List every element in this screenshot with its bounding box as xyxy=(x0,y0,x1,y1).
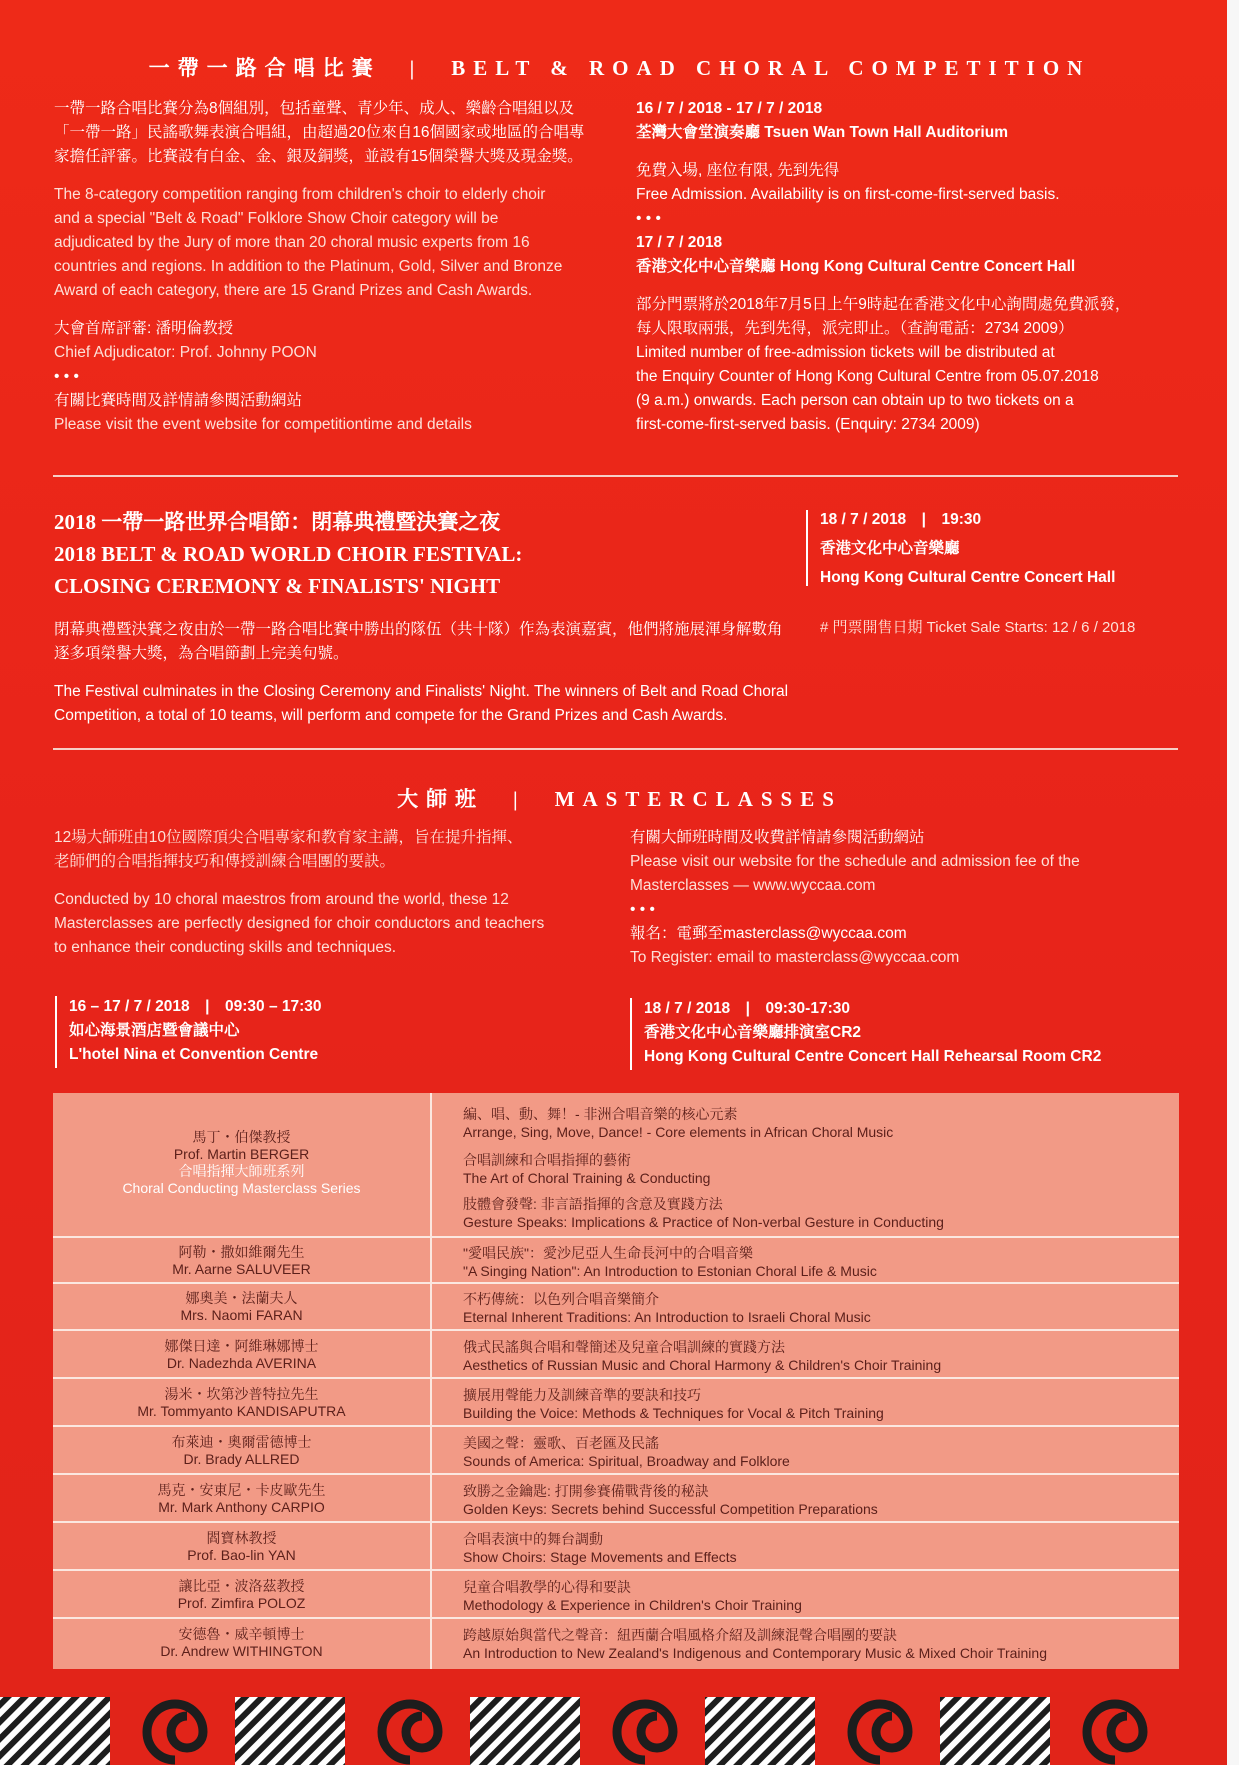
series-en: Choral Conducting Masterclass Series xyxy=(122,1180,361,1196)
topic-en: Arrange, Sing, Move, Dance! - Core elements in African Choral Music xyxy=(463,1124,894,1140)
table-row-speaker xyxy=(53,1129,430,1197)
topic-en: Sounds of America: Spiritual, Broadway and Folklore xyxy=(463,1453,790,1469)
row-divider xyxy=(53,1329,1179,1331)
topic-en: Gesture Speaks: Implications & Practice of Non-verbal Gesture in Conducting xyxy=(463,1214,944,1230)
topic-zh: 擴展用聲能力及訓練音準的要訣和技巧 xyxy=(463,1387,701,1403)
table-row-topic xyxy=(463,1105,893,1141)
festival-desc-en: Competition, a total of 10 teams, will perform and compete for the Grand Prizes and Cash Awards. xyxy=(54,707,728,724)
mc-schedule-zh: 有關大師班時間及收費詳情請參閱活動網站 xyxy=(630,829,925,846)
website-zh: 有關比賽時間及詳情請參閱活動網站 xyxy=(54,392,303,409)
tickets-en-line: (9 a.m.) onwards. Each person can obtain up to two tickets on a xyxy=(636,392,1074,409)
table-row-topic xyxy=(463,1151,710,1187)
topic-zh: 編、唱、動、舞！- 非洲合唱音樂的核心元素 xyxy=(463,1106,738,1122)
tickets-zh-line: 部分門票將於2018年7月5日上午9時起在香港文化中心詢問處免費派發， xyxy=(636,296,1131,313)
mc-intro-en: to enhance their conducting skills and techniques. xyxy=(54,939,397,956)
venue-b-date: 18 / 7 / 2018 | 09:30-17:30 xyxy=(644,1000,850,1017)
speaker-zh: 馬丁・伯傑教授 xyxy=(192,1129,291,1145)
topic-en: Methodology & Experience in Children's Choir Training xyxy=(463,1597,802,1613)
adjudicator-zh: 大會首席評審: 潘明倫教授 xyxy=(54,320,234,337)
table-row-topic xyxy=(463,1338,941,1374)
intro-zh-line: 家擔任評審。比賽設有白金、金、銀及銅獎，並設有15個榮譽大獎及現金獎。 xyxy=(54,148,583,165)
intro-en-line: and a special "Belt & Road" Folklore Show Choir category will be xyxy=(54,210,499,227)
speaker-en: Dr. Andrew WITHINGTON xyxy=(160,1643,323,1659)
row-divider xyxy=(53,1473,1179,1475)
table-row-speaker xyxy=(53,1290,430,1324)
venue-a-zh: 如心海景酒店暨會議中心 xyxy=(69,1022,240,1039)
mc-intro-zh: 老師們的合唱指揮技巧和傳授訓練合唱團的要訣。 xyxy=(54,853,396,870)
table-row-speaker xyxy=(53,1482,430,1516)
topic-en: Aesthetics of Russian Music and Choral Harmony & Children's Choir Training xyxy=(463,1357,942,1373)
admission-zh: 免費入場, 座位有限, 先到先得 xyxy=(636,162,840,179)
festival-title-en: CLOSING CEREMONY & FINALISTS' NIGHT xyxy=(54,574,501,598)
speaker-en: Prof. Bao-lin YAN xyxy=(187,1547,296,1563)
tickets-en-line: first-come-first-served basis. (Enquiry: 2734 2009) xyxy=(636,416,980,433)
topic-zh: 肢體會發聲: 非言語指揮的含意及實踐方法 xyxy=(463,1196,723,1212)
venue-cultural-centre: 香港文化中心音樂廳 Hong Kong Cultural Centre Concert Hall xyxy=(636,258,1076,275)
table-row-speaker xyxy=(53,1386,430,1420)
topic-en: Building the Voice: Methods & Techniques for Vocal & Pitch Training xyxy=(463,1405,884,1421)
intro-en-line: adjudicated by the Jury of more than 20 choral music experts from 16 xyxy=(54,234,530,251)
admission-en: Free Admission. Availability is on first-come-first-served basis. xyxy=(636,186,1060,203)
ticket-sale: # 門票開售日期 Ticket Sale Starts: 12 / 6 / 2018 xyxy=(820,619,1136,636)
speaker-zh: 湯米・坎第沙普特拉先生 xyxy=(164,1386,319,1402)
speaker-zh: 娜傑日達・阿維琳娜博士 xyxy=(164,1338,319,1354)
speaker-en: Dr. Brady ALLRED xyxy=(183,1451,300,1467)
topic-zh: "愛唱民族"：愛沙尼亞人生命長河中的合唱音樂 xyxy=(463,1245,753,1261)
speaker-en: Mr. Aarne SALUVEER xyxy=(172,1261,311,1277)
speaker-zh: 娜奧美・法蘭夫人 xyxy=(185,1290,298,1306)
festival-desc-zh: 逐多項榮譽大獎，為合唱節劃上完美句號。 xyxy=(54,645,349,662)
topic-zh: 合唱表演中的舞台調動 xyxy=(463,1531,603,1547)
topic-zh: 美國之聲：靈歌、百老匯及民謠 xyxy=(463,1435,659,1451)
tickets-zh-line: 每人限取兩張，先到先得，派完即止。（查詢電話：2734 2009） xyxy=(636,320,1074,337)
competition-schedule xyxy=(636,97,1196,437)
speaker-en: Mr. Mark Anthony CARPIO xyxy=(158,1499,325,1515)
mc-register-zh: 報名：電郵至masterclass@wyccaa.com xyxy=(630,925,907,942)
table-row-topic xyxy=(463,1195,944,1231)
separator-dots: • • • xyxy=(636,210,661,227)
festival-desc-zh: 閉幕典禮暨決賽之夜由於一帶一路合唱比賽中勝出的隊伍（共十隊）作為表演嘉賓，他們將施展渾身解數角 xyxy=(54,621,783,638)
topic-zh: 跨越原始與當代之聲音：紐西蘭合唱風格介紹及訓練混聲合唱團的要訣 xyxy=(463,1627,897,1643)
separator-dots: • • • xyxy=(630,901,655,918)
table-row-speaker xyxy=(53,1530,430,1564)
date-cultural-centre: 17 / 7 / 2018 xyxy=(636,234,723,251)
venue-a-bar xyxy=(55,996,57,1068)
festival-date: 18 / 7 / 2018 | 19:30 xyxy=(820,511,982,528)
competition-heading: 一帶一路合唱比賽 | BELT & ROAD CHORAL COMPETITION xyxy=(148,56,1091,80)
page-edge xyxy=(1227,0,1239,1765)
topic-en: Eternal Inherent Traditions: An Introduction to Israeli Choral Music xyxy=(463,1309,871,1325)
table-row-topic xyxy=(463,1626,1047,1662)
festival-info xyxy=(820,505,1200,592)
speaker-zh: 阿勒・撒如維爾先生 xyxy=(178,1244,305,1260)
table-column-divider xyxy=(430,1093,432,1669)
masterclasses-heading: 大師班 | MASTERCLASSES xyxy=(397,787,842,811)
venue-b-en: Hong Kong Cultural Centre Concert Hall Rehearsal Room CR2 xyxy=(644,1048,1102,1065)
series-zh: 合唱指揮大師班系列 xyxy=(178,1163,305,1179)
mc-intro-zh: 12場大師班由10位國際頂尖合唱專家和教育家主講，旨在提升指揮、 xyxy=(54,829,523,846)
row-divider xyxy=(53,1617,1179,1619)
separator-dots: • • • xyxy=(54,368,79,385)
topic-zh: 致勝之金鑰匙: 打開參賽備戰背後的秘訣 xyxy=(463,1483,709,1499)
festival-desc-en: The Festival culminates in the Closing Ceremony and Finalists' Night. The winners of Belt and Road Choral xyxy=(54,683,789,700)
mc-schedule-en: Masterclasses — www.wyccaa.com xyxy=(630,877,876,894)
table-row-speaker xyxy=(53,1244,430,1278)
row-divider xyxy=(53,1425,1179,1427)
website-en: Please visit the event website for competitiontime and details xyxy=(54,416,472,433)
intro-zh-line: 「一帶一路」民謠歌舞表演合唱組，由超過20位來自16個國家或地區的合唱專 xyxy=(54,124,585,141)
festival-venue-zh: 香港文化中心音樂廳 xyxy=(820,540,960,557)
row-divider xyxy=(53,1569,1179,1571)
intro-en-line: The 8-category competition ranging from children's choir to elderly choir xyxy=(54,186,546,203)
mc-schedule-en: Please visit our website for the schedule and admission fee of the xyxy=(630,853,1080,870)
speaker-en: Dr. Nadezhda AVERINA xyxy=(166,1355,317,1371)
topic-en: Golden Keys: Secrets behind Successful Competition Preparations xyxy=(463,1501,878,1517)
adjudicator-en: Chief Adjudicator: Prof. Johnny POON xyxy=(54,344,317,361)
venue-tsuen-wan: 荃灣大會堂演奏廳 Tsuen Wan Town Hall Auditorium xyxy=(636,124,1008,141)
festival-venue-en: Hong Kong Cultural Centre Concert Hall xyxy=(820,569,1116,586)
venue-b-bar xyxy=(630,998,632,1070)
speaker-zh: 布萊迪・奧爾雷德博士 xyxy=(171,1434,312,1450)
table-row-speaker xyxy=(53,1626,430,1660)
table-row-topic xyxy=(463,1386,884,1422)
divider xyxy=(53,475,1178,477)
decorative-pattern xyxy=(0,1692,1239,1765)
topic-en: "A Singing Nation": An Introduction to Estonian Choral Life & Music xyxy=(463,1263,877,1279)
venue-a-en: L'hotel Nina et Convention Centre xyxy=(69,1046,319,1063)
intro-en-line: countries and regions. In addition to the Platinum, Gold, Silver and Bronze xyxy=(54,258,563,275)
topic-zh: 俄式民謠與合唱和聲簡述及兒童合唱訓練的實踐方法 xyxy=(463,1339,785,1355)
table-row-topic xyxy=(463,1290,871,1326)
speaker-zh: 讓比亞・波洛茲教授 xyxy=(178,1578,305,1594)
speaker-en: Mr. Tommyanto KANDISAPUTRA xyxy=(137,1403,346,1419)
table-row-speaker xyxy=(53,1338,430,1372)
intro-zh-line: 一帶一路合唱比賽分為8個組別，包括童聲、青少年、成人、樂齡合唱組以及 xyxy=(54,100,575,117)
tickets-en-line: the Enquiry Counter of Hong Kong Cultural Centre from 05.07.2018 xyxy=(636,368,1099,385)
speaker-en: Prof. Zimfira POLOZ xyxy=(177,1595,306,1611)
speaker-zh: 安德魯・威辛頓博士 xyxy=(178,1626,305,1642)
speaker-en: Mrs. Naomi FARAN xyxy=(180,1307,303,1323)
table-row-topic xyxy=(463,1482,878,1518)
topic-en: Show Choirs: Stage Movements and Effects xyxy=(463,1549,737,1565)
topic-en: An Introduction to New Zealand's Indigenous and Contemporary Music & Mixed Choir Training xyxy=(463,1645,1047,1661)
row-divider xyxy=(53,1236,1179,1238)
venue-b xyxy=(644,997,1204,1069)
speaker-zh: 閻寶林教授 xyxy=(206,1530,277,1546)
mc-intro-en: Masterclasses are perfectly designed for choir conductors and teachers xyxy=(54,915,545,932)
tickets-en-line: Limited number of free-admission tickets will be distributed at xyxy=(636,344,1055,361)
table-row-topic xyxy=(463,1244,877,1280)
table-row-speaker xyxy=(53,1578,430,1612)
festival-title-zh: 2018 一帶一路世界合唱節：閉幕典禮暨決賽之夜 xyxy=(54,510,501,534)
table-row-topic xyxy=(463,1530,737,1566)
venue-b-zh: 香港文化中心音樂廳排演室CR2 xyxy=(644,1024,862,1041)
speaker-en: Prof. Martin BERGER xyxy=(173,1146,310,1162)
row-divider xyxy=(53,1377,1179,1379)
festival-title-en: 2018 BELT & ROAD WORLD CHOIR FESTIVAL: xyxy=(54,542,523,566)
mc-register-en: To Register: email to masterclass@wyccaa.com xyxy=(630,949,960,966)
mc-intro-en: Conducted by 10 choral maestros from around the world, these 12 xyxy=(54,891,509,908)
speaker-zh: 馬克・安東尼・卡皮歐先生 xyxy=(157,1482,326,1498)
masterclasses-intro xyxy=(54,826,614,960)
topic-zh: 兒童合唱教學的心得和要訣 xyxy=(463,1579,631,1595)
masterclasses-info xyxy=(630,826,1190,970)
intro-en-line: Award of each category, there are 15 Grand Prizes and Cash Awards. xyxy=(54,282,533,299)
table-row-speaker xyxy=(53,1434,430,1468)
divider xyxy=(53,748,1178,750)
row-divider xyxy=(53,1521,1179,1523)
venue-a-date: 16 – 17 / 7 / 2018 | 09:30 – 17:30 xyxy=(69,998,322,1015)
topic-en: The Art of Choral Training & Conducting xyxy=(463,1170,711,1186)
table-row-topic xyxy=(463,1434,790,1470)
venue-a xyxy=(69,995,589,1067)
masterclass-table xyxy=(53,1093,1179,1669)
topic-zh: 合唱訓練和合唱指揮的藝術 xyxy=(463,1152,631,1168)
table-row-topic xyxy=(463,1578,802,1614)
festival-title xyxy=(54,506,522,602)
festival-bar xyxy=(806,510,808,586)
row-divider xyxy=(53,1282,1179,1284)
topic-zh: 不朽傳統：以色列合唱音樂簡介 xyxy=(463,1291,659,1307)
date-tsuen-wan: 16 / 7 / 2018 - 17 / 7 / 2018 xyxy=(636,100,823,117)
competition-intro xyxy=(54,97,614,437)
festival-desc xyxy=(54,618,814,728)
